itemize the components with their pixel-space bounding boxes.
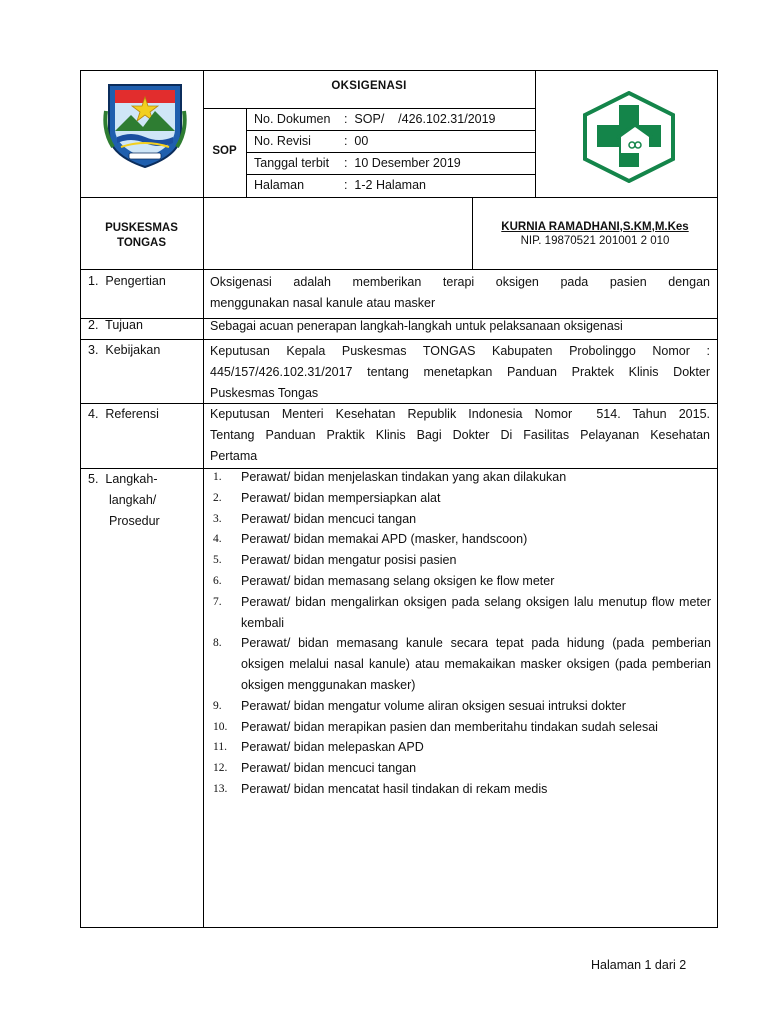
procedure-step-number: 7. [213, 595, 222, 608]
puskesmas-logo-icon [581, 91, 677, 183]
section-label-langkah [88, 469, 160, 531]
section-label-tujuan: 2. Tujuan [88, 318, 143, 332]
no-revisi-value: : 00 [344, 134, 369, 148]
grid-line [246, 174, 535, 175]
section-content-kebijakan [210, 341, 710, 403]
procedure-step-number: 4. [213, 533, 222, 546]
grid-line [472, 197, 473, 269]
procedure-step-number: 8. [213, 637, 222, 650]
halaman-value: : 1-2 Halaman [344, 178, 426, 192]
pengertian-line2: menggunakan nasal kanule atau masker [210, 295, 436, 310]
procedure-step [203, 633, 711, 695]
referensi-line2: Tentang Panduan Praktik Klinis Bagi Dokter Di Fasilitas Pelayanan Kesehatan [210, 427, 710, 442]
kebijakan-line2: 445/157/426.102.31/2017 tentang menetapkan Panduan Praktek Klinis Dokter [210, 364, 710, 379]
grid-line [535, 70, 536, 197]
langkah-label-line1: 5. Langkah- [88, 472, 158, 486]
procedure-step [203, 488, 711, 509]
procedure-step-number: 9. [213, 699, 222, 712]
grid-line [246, 130, 535, 131]
referensi-line1: Keputusan Menteri Kesehatan Republik Indonesia Nomor 514. Tahun 2015. [210, 407, 710, 421]
puskesmas-name-line2: TONGAS [117, 237, 166, 249]
procedure-step-text: Perawat/ bidan mengalirkan oksigen pada selang oksigen lalu menutup flow meter kembali [241, 594, 711, 630]
section-label-referensi: 4. Referensi [88, 407, 159, 421]
procedure-step-number: 3. [213, 512, 222, 525]
procedure-step [203, 592, 711, 634]
sop-label: SOP [212, 145, 237, 157]
procedure-step [203, 717, 711, 738]
puskesmas-name-line1: PUSKESMAS [105, 222, 178, 234]
procedure-step-number: 2. [213, 491, 222, 504]
procedure-step-text: Perawat/ bidan mengatur posisi pasien [241, 553, 457, 568]
procedure-step [203, 509, 711, 530]
procedure-step-text: Perawat/ bidan mencuci tangan [241, 511, 417, 526]
tanggal-terbit-label: Tanggal terbit [254, 156, 330, 170]
kebijakan-line1: Keputusan Kepala Puskesmas TONGAS Kabupaten Probolinggo Nomor : [210, 344, 710, 358]
procedure-step [203, 737, 711, 758]
section-content-pengertian [210, 272, 710, 314]
signatory-nip: NIP. 19870521 201001 2 010 [520, 235, 670, 247]
procedure-step-text: Perawat/ bidan merapikan pasien dan memberitahu tindakan sudah selesai [241, 719, 658, 734]
tanggal-terbit-value: : 10 Desember 2019 [344, 156, 461, 170]
grid-line [80, 339, 718, 340]
section-label-kebijakan: 3. Kebijakan [88, 343, 161, 357]
procedure-step [203, 529, 711, 550]
procedure-step-text: Perawat/ bidan memasang kanule secara tepat pada hidung (pada pemberian oksigen melalui nasal kanule) atau memakaikan masker oksigen (pada pemberian oksigen menggunakan masker) [241, 636, 711, 692]
procedure-step-text: Perawat/ bidan melepaskan APD [241, 740, 424, 755]
langkah-label-line3: Prosedur [109, 513, 160, 528]
procedure-step-text: Perawat/ bidan mempersiapkan alat [241, 490, 441, 505]
kebijakan-line3: Puskesmas Tongas [210, 385, 319, 400]
district-seal-icon [103, 81, 187, 169]
procedure-step-text: Perawat/ bidan menjelaskan tindakan yang akan dilakukan [241, 470, 567, 484]
grid-line [80, 269, 718, 270]
procedure-step-number: 10. [213, 720, 228, 733]
no-dokumen-value: : SOP/ /426.102.31/2019 [344, 112, 496, 126]
halaman-label: Halaman [254, 178, 305, 192]
section-label-pengertian: 1. Pengertian [88, 274, 166, 288]
page-indicator: Halaman 1 dari 2 [591, 958, 687, 972]
procedure-step-number: 5. [213, 554, 222, 567]
procedure-step-number: 6. [213, 574, 222, 587]
section-content-tujuan: Sebagai acuan penerapan langkah-langkah untuk pelaksanaan oksigenasi [210, 319, 623, 333]
procedure-step-number: 13. [213, 782, 228, 795]
procedure-step [203, 550, 711, 571]
procedure-steps-list [203, 467, 711, 800]
procedure-step-text: Perawat/ bidan mencatat hasil tindakan di rekam medis [241, 781, 548, 796]
pengertian-line1: Oksigenasi adalah memberikan terapi oksigen pada pasien dengan [210, 275, 710, 289]
document-title: OKSIGENASI [331, 80, 407, 92]
puskesmas-name [80, 221, 203, 251]
referensi-line3: Pertama [210, 448, 258, 463]
no-dokumen-label: No. Dokumen [254, 112, 331, 126]
no-revisi-label: No. Revisi [254, 134, 311, 148]
procedure-step-number: 12. [213, 762, 228, 775]
grid-line [80, 197, 718, 198]
langkah-label-line2: langkah/ [109, 492, 157, 507]
grid-line [203, 108, 535, 109]
procedure-step [203, 571, 711, 592]
procedure-step-number: 1. [213, 471, 222, 483]
procedure-step-text: Perawat/ bidan memakai APD (masker, handscoon) [241, 532, 528, 547]
procedure-step [203, 467, 711, 488]
section-content-referensi [210, 404, 710, 466]
procedure-step-text: Perawat/ bidan memasang selang oksigen ke flow meter [241, 573, 555, 588]
procedure-step [203, 758, 711, 779]
procedure-step-number: 11. [213, 741, 227, 754]
procedure-step [203, 696, 711, 717]
procedure-step-text: Perawat/ bidan mencuci tangan [241, 761, 417, 776]
grid-line [246, 152, 535, 153]
procedure-step-text: Perawat/ bidan mengatur volume aliran oksigen sesuai intruksi dokter [241, 698, 626, 713]
procedure-step [203, 779, 711, 800]
signatory-name: KURNIA RAMADHANI,S.KM,M.Kes [501, 221, 689, 233]
